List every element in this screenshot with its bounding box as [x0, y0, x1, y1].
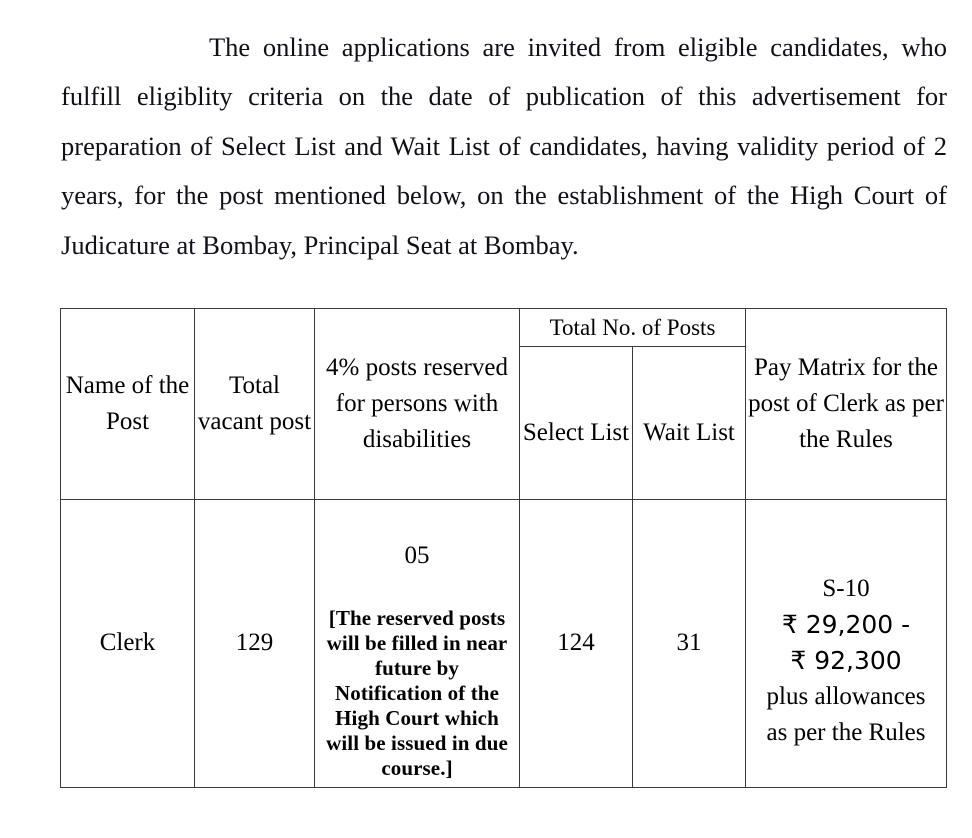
column-header-pay-matrix-text: Pay Matrix for the post of Clerk as per the Rules — [748, 354, 944, 453]
pay-matrix-range-max: ₹ 92,300 — [790, 646, 902, 676]
column-header-pay-matrix — [746, 309, 947, 500]
column-header-select-list — [520, 347, 633, 500]
cell-total-vacant-post: 129 — [195, 500, 315, 788]
cell-pay-matrix — [746, 500, 947, 788]
pay-matrix-level: S-10 — [822, 575, 870, 603]
cell-reserved-note: [The reserved posts will be filled in near future by Notification of the High Court which will be issued in due course.] — [326, 606, 508, 780]
table-row — [61, 500, 947, 788]
column-header-total-no-of-posts: Total No. of Posts — [520, 309, 746, 347]
column-header-name-of-post: Name of the Post — [61, 309, 195, 500]
cell-reserved-disabilities — [315, 500, 520, 788]
cell-reserved-count: 05 — [404, 542, 430, 569]
pay-matrix-allowance-line-1: plus allowances — [766, 683, 926, 711]
column-header-select-list-text: Select List — [522, 419, 630, 446]
cell-name-of-post: Clerk — [61, 500, 195, 788]
vacancy-table-head — [61, 309, 947, 500]
column-header-reserved-disabilities: 4% posts reserved for persons with disabilities — [315, 309, 520, 500]
table-header-row-group — [61, 309, 947, 347]
cell-select-list: 124 — [520, 500, 633, 788]
cell-wait-list: 31 — [633, 500, 746, 788]
vacancy-table — [60, 308, 947, 788]
column-header-total-vacant-post: Total vacant post — [195, 309, 315, 500]
pay-matrix-allowance-line-2: as per the Rules — [766, 719, 926, 747]
vacancy-table-body — [61, 500, 947, 788]
pay-matrix-range-min: ₹ 29,200 - — [781, 610, 911, 640]
column-header-wait-list-text: Wait List — [643, 419, 735, 446]
intro-paragraph — [61, 23, 947, 271]
intro-paragraph-text: The online applications are invited from eligible candidates, who fulfill eligiblity criteria on the date of publication of this advertisement for preparation of Select List and Wait List of candidates, having validity period of 2 years, for the post mentioned below, on the establishment of the High Court of Judicature at Bombay, Principal Seat at Bombay. — [61, 31, 947, 260]
column-header-wait-list — [633, 347, 746, 500]
